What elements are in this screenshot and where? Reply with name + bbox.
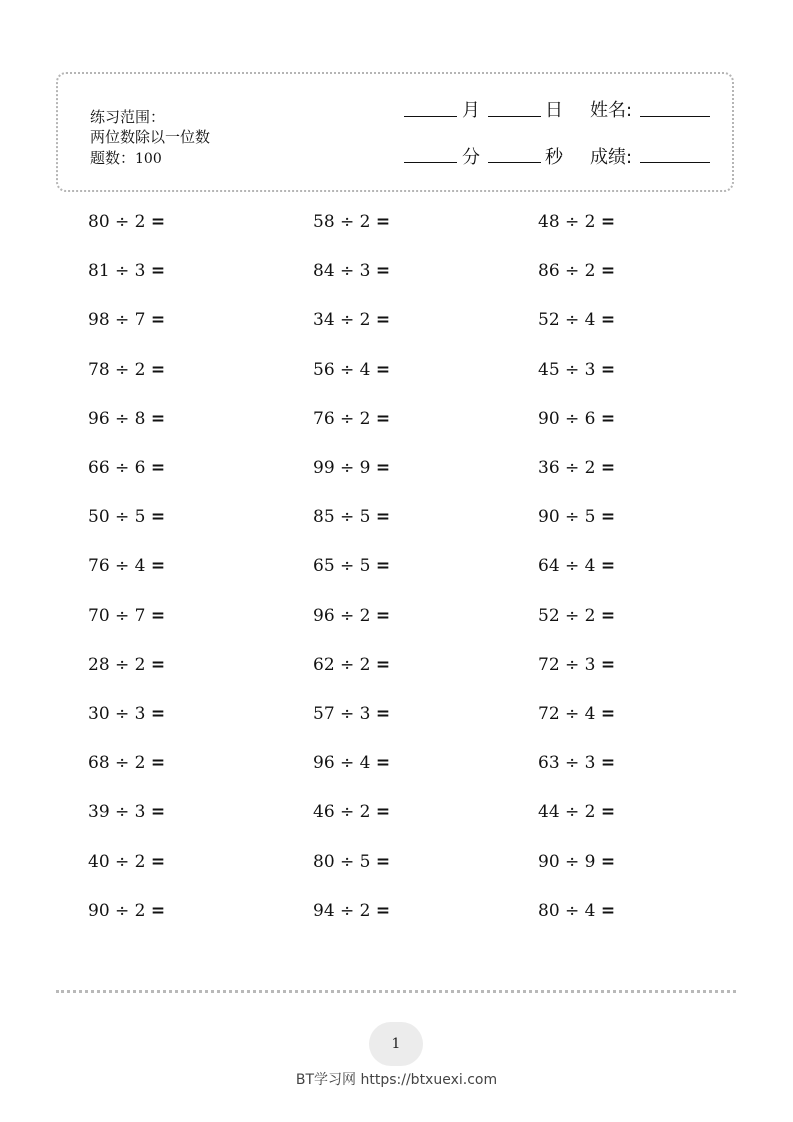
second-label: 秒 (545, 147, 563, 168)
problem-expression: 44 ÷ 2 (538, 802, 596, 822)
problem-expression: 65 ÷ 5 (313, 556, 371, 576)
problem-item (88, 408, 165, 430)
equals-sign: = (600, 261, 616, 281)
problem-item (313, 900, 390, 922)
problem-expression: 90 ÷ 9 (538, 852, 596, 872)
equals-sign: = (600, 458, 616, 478)
problem-expression: 96 ÷ 2 (313, 606, 371, 626)
site-footer-text: BT学习网 https://btxuexi.com (295, 1072, 498, 1088)
problem-item (88, 654, 165, 676)
equals-sign: = (150, 360, 166, 380)
problem-item (88, 605, 165, 627)
problem-expression: 39 ÷ 3 (88, 802, 146, 822)
problem-item (313, 654, 390, 676)
month-label: 月 (462, 100, 480, 121)
problem-item (313, 408, 390, 430)
problem-expression: 62 ÷ 2 (313, 655, 371, 675)
problem-expression: 48 ÷ 2 (538, 212, 596, 232)
equals-sign: = (375, 655, 391, 675)
problem-expression: 80 ÷ 4 (538, 901, 596, 921)
equals-sign: = (600, 606, 616, 626)
equals-sign: = (600, 507, 616, 527)
problem-expression: 56 ÷ 4 (313, 360, 371, 380)
equals-sign: = (600, 753, 616, 773)
problem-expression: 40 ÷ 2 (88, 852, 146, 872)
equals-sign: = (150, 310, 166, 330)
problem-expression: 34 ÷ 2 (313, 310, 371, 330)
problem-expression: 57 ÷ 3 (313, 704, 371, 724)
problem-item (88, 506, 165, 528)
problem-item (313, 801, 390, 823)
equals-sign: = (375, 360, 391, 380)
problem-item (313, 752, 390, 774)
equals-sign: = (375, 606, 391, 626)
equals-sign: = (600, 901, 616, 921)
problem-item (538, 752, 615, 774)
problem-item (538, 605, 615, 627)
equals-sign: = (375, 310, 391, 330)
practice-range-value: 两位数除以一位数 (90, 128, 211, 146)
problem-expression: 90 ÷ 6 (538, 409, 596, 429)
equals-sign: = (600, 310, 616, 330)
problem-expression: 94 ÷ 2 (313, 901, 371, 921)
problem-item (313, 605, 390, 627)
equals-sign: = (375, 261, 391, 281)
problem-expression: 63 ÷ 3 (538, 753, 596, 773)
problem-item (538, 359, 615, 381)
problem-item (538, 703, 615, 725)
equals-sign: = (600, 360, 616, 380)
day-label: 日 (545, 100, 563, 121)
problem-item (538, 408, 615, 430)
problem-expression: 99 ÷ 9 (313, 458, 371, 478)
problem-item (88, 851, 165, 873)
equals-sign: = (375, 212, 391, 232)
problem-expression: 80 ÷ 2 (88, 212, 146, 232)
problem-expression: 70 ÷ 7 (88, 606, 146, 626)
problem-item (88, 900, 165, 922)
equals-sign: = (150, 704, 166, 724)
problem-item (313, 359, 390, 381)
footer-divider (56, 990, 736, 993)
problem-expression: 52 ÷ 2 (538, 606, 596, 626)
problem-item (538, 211, 615, 233)
problem-item (88, 260, 165, 282)
problem-item (538, 900, 615, 922)
problem-item (88, 359, 165, 381)
equals-sign: = (150, 212, 166, 232)
problem-item (313, 703, 390, 725)
problem-expression: 64 ÷ 4 (538, 556, 596, 576)
equals-sign: = (150, 901, 166, 921)
score-blank[interactable] (640, 162, 710, 163)
name-label: 姓名: (590, 100, 633, 121)
name-blank[interactable] (640, 116, 710, 117)
equals-sign: = (600, 409, 616, 429)
problem-expression: 46 ÷ 2 (313, 802, 371, 822)
equals-sign: = (150, 458, 166, 478)
problem-expression: 80 ÷ 5 (313, 852, 371, 872)
problem-expression: 30 ÷ 3 (88, 704, 146, 724)
problem-item (313, 211, 390, 233)
equals-sign: = (375, 409, 391, 429)
equals-sign: = (600, 704, 616, 724)
problem-expression: 85 ÷ 5 (313, 507, 371, 527)
equals-sign: = (375, 852, 391, 872)
problem-expression: 72 ÷ 3 (538, 655, 596, 675)
equals-sign: = (375, 901, 391, 921)
problem-item (313, 851, 390, 873)
month-blank[interactable] (404, 116, 457, 117)
day-blank[interactable] (488, 116, 541, 117)
problem-item (313, 260, 390, 282)
equals-sign: = (600, 655, 616, 675)
equals-sign: = (375, 458, 391, 478)
problem-item (538, 260, 615, 282)
problem-expression: 76 ÷ 2 (313, 409, 371, 429)
equals-sign: = (150, 852, 166, 872)
problem-item (88, 801, 165, 823)
problem-item (538, 506, 615, 528)
page-number-badge: 1 (369, 1022, 423, 1066)
problem-item (313, 457, 390, 479)
problem-item (538, 654, 615, 676)
problem-expression: 98 ÷ 7 (88, 310, 146, 330)
equals-sign: = (150, 556, 166, 576)
problem-item (88, 457, 165, 479)
problem-expression: 78 ÷ 2 (88, 360, 146, 380)
equals-sign: = (600, 556, 616, 576)
problem-expression: 96 ÷ 4 (313, 753, 371, 773)
problem-expression: 50 ÷ 5 (88, 507, 146, 527)
minute-label: 分 (462, 147, 480, 168)
equals-sign: = (150, 409, 166, 429)
problem-item (313, 506, 390, 528)
problem-expression: 45 ÷ 3 (538, 360, 596, 380)
problem-item (88, 555, 165, 577)
problem-count-value: 100 (135, 151, 162, 167)
equals-sign: = (600, 212, 616, 232)
equals-sign: = (375, 802, 391, 822)
problem-expression: 86 ÷ 2 (538, 261, 596, 281)
equals-sign: = (375, 507, 391, 527)
equals-sign: = (375, 753, 391, 773)
equals-sign: = (600, 852, 616, 872)
equals-sign: = (375, 704, 391, 724)
problem-expression: 36 ÷ 2 (538, 458, 596, 478)
problem-expression: 90 ÷ 2 (88, 901, 146, 921)
minute-blank[interactable] (404, 162, 457, 163)
problem-item (538, 851, 615, 873)
score-label: 成绩: (590, 147, 633, 168)
equals-sign: = (600, 802, 616, 822)
problem-item (538, 555, 615, 577)
equals-sign: = (150, 507, 166, 527)
problem-expression: 84 ÷ 3 (313, 261, 371, 281)
problem-item (88, 309, 165, 331)
problem-item (88, 752, 165, 774)
problem-item (313, 309, 390, 331)
problem-item (88, 703, 165, 725)
equals-sign: = (150, 753, 166, 773)
problem-item (88, 211, 165, 233)
problem-expression: 28 ÷ 2 (88, 655, 146, 675)
problem-expression: 66 ÷ 6 (88, 458, 146, 478)
problem-expression: 72 ÷ 4 (538, 704, 596, 724)
equals-sign: = (150, 655, 166, 675)
equals-sign: = (150, 802, 166, 822)
problem-expression: 68 ÷ 2 (88, 753, 146, 773)
practice-range-label: 练习范围： (90, 108, 166, 126)
problem-expression: 81 ÷ 3 (88, 261, 146, 281)
problem-item (313, 555, 390, 577)
problem-count (90, 148, 162, 169)
problem-expression: 76 ÷ 4 (88, 556, 146, 576)
equals-sign: = (150, 261, 166, 281)
problem-item (538, 457, 615, 479)
second-blank[interactable] (488, 162, 541, 163)
problem-expression: 96 ÷ 8 (88, 409, 146, 429)
problem-item (538, 309, 615, 331)
equals-sign: = (375, 556, 391, 576)
problem-item (538, 801, 615, 823)
problem-count-label: 题数： (90, 149, 136, 167)
problem-expression: 58 ÷ 2 (313, 212, 371, 232)
problem-expression: 90 ÷ 5 (538, 507, 596, 527)
problem-expression: 52 ÷ 4 (538, 310, 596, 330)
equals-sign: = (150, 606, 166, 626)
